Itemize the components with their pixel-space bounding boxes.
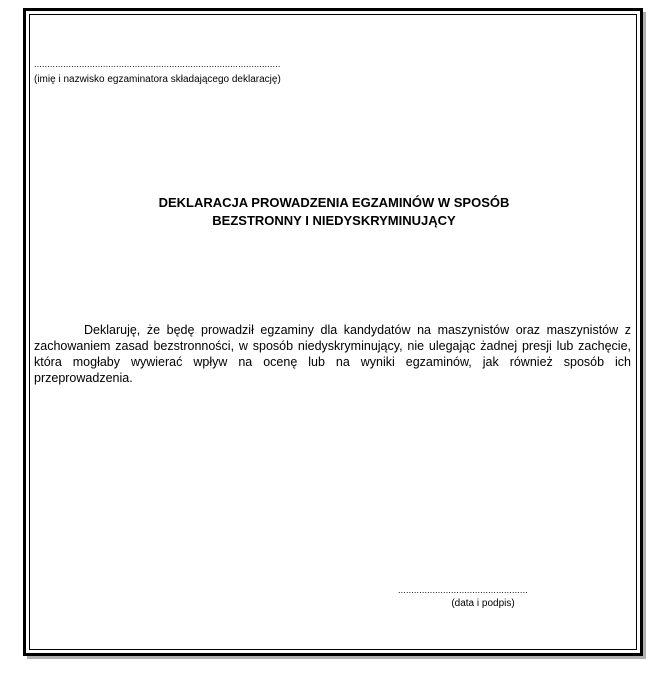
- declaration-title-line-1: DEKLARACJA PROWADZENIA EGZAMINÓW W SPOSÓB: [158, 195, 510, 210]
- date-signature-caption: (data i podpis): [451, 598, 515, 609]
- page-shadow-right: [643, 12, 646, 659]
- examiner-name-field[interactable]: .............................................................................................: [34, 59, 281, 69]
- declaration-title: [34, 194, 634, 230]
- page-shadow-bottom: [27, 656, 646, 659]
- declaration-body: Deklaruję, że będę prowadził egzaminy dla kandydatów na maszynistów oraz maszynistów z zachowaniem zasad bezstronności, w sposób niedyskryminujący, nie ulegając żadnej presji lub zachęcie, która mogłaby wywierać wpływ na ocenę lub na wyniki egzaminów, jak również sposób ich przeprowadzenia.: [34, 323, 631, 385]
- examiner-name-caption: (imię i nazwisko egzaminatora składającego deklarację): [34, 74, 281, 85]
- date-signature-field[interactable]: .................................................: [398, 585, 528, 595]
- declaration-title-line-2: BEZSTRONNY I NIEDYSKRYMINUJĄCY: [212, 213, 456, 228]
